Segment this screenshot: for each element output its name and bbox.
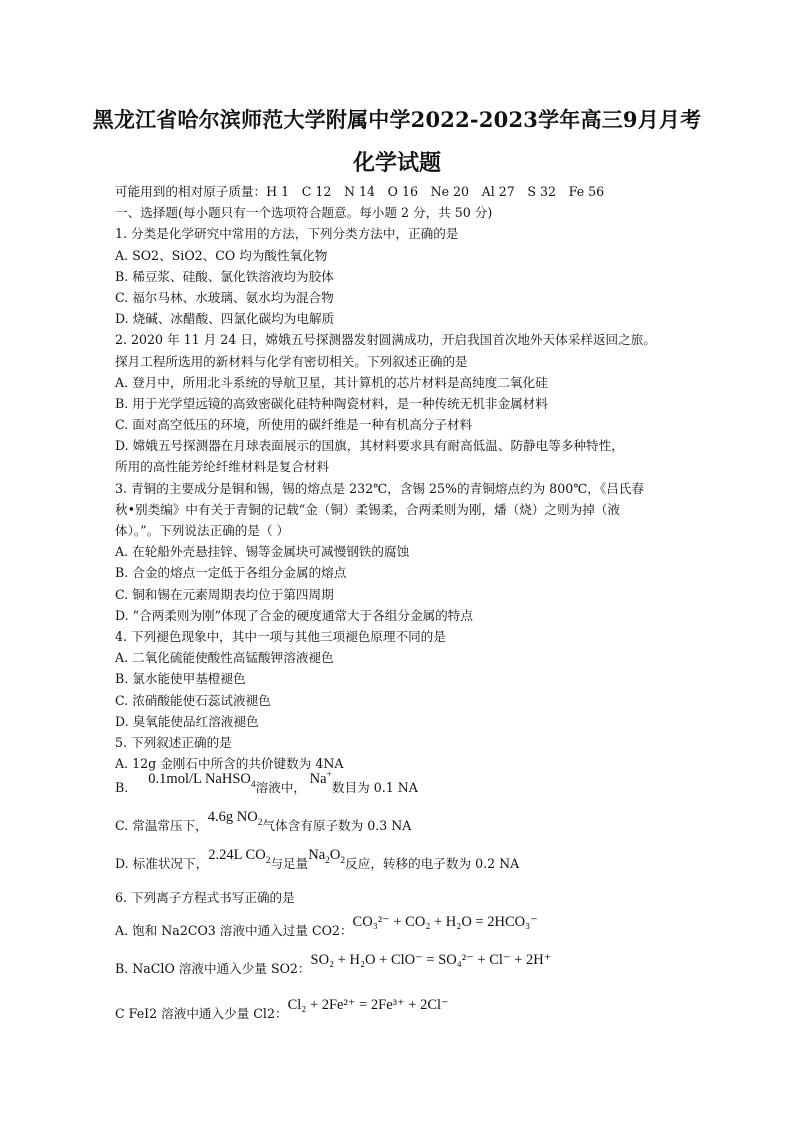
option-text: 与足量 (270, 856, 309, 871)
q5-option-d (115, 847, 520, 875)
formula: $Na_2O_2$ (308, 847, 346, 866)
option-text: A. 饱和 Na2CO3 溶液中通入过量 CO2： (115, 923, 353, 938)
q6-option-a (115, 914, 538, 940)
option-text: D. 标准状况下， (115, 856, 209, 871)
option-text: C FeI2 溶液中通入少量 Cl2： (115, 1006, 288, 1021)
text-line: C. 浓硝酸能使石蕊试液褪色 (115, 692, 271, 708)
text-line: 体）。”。下列说法正确的是（ ） (115, 523, 290, 538)
ionic-equation: SO₂ + H₂O + ClO⁻ = SO₄²⁻ + Cl⁻ + 2H⁺ (310, 952, 552, 968)
text-line: 3. 青铜的主要成分是铜和锡，锡的熔点是 232℃，含锡 25%的青铜熔点约为 800℃，《吕氏春 (115, 480, 644, 496)
formula: 0.1mol/L NaHSO$_4$ (148, 771, 256, 790)
ionic-equation: Cl₂ + 2Fe²⁺ = 2Fe³⁺ + 2Cl⁻ (287, 997, 449, 1013)
text-line: 一、选择题(每小题只有一个选项符合题意。每小题 2 分，共 50 分) (115, 205, 493, 221)
option-label: B. (115, 780, 129, 795)
text-line: 2. 2020 年 11 月 24 日，嫦娥五号探测器发射圆满成功，开启我国首次地外天体采样返回之旅。 (115, 332, 656, 348)
text-line: B. 氯水能使甲基橙褪色 (115, 671, 246, 687)
q6-option-b (115, 952, 552, 978)
text-line: 所用的高性能芳纶纤维材料是复合材料 (115, 459, 330, 475)
ionic-equation: CO₃²⁻ + CO₂ + H₂O = 2HCO₃⁻ (352, 914, 538, 930)
option-text: B. NaClO 溶液中通入少量 SO2： (115, 961, 311, 976)
text-line: D. “合两柔则为刚”体现了合金的硬度通常大于各组分金属的特点 (115, 607, 473, 623)
text-line: B. 用于光学望远镜的高致密碳化硅特种陶瓷材料，是一种传统无机非金属材料 (115, 395, 548, 411)
text-line: C. 福尔马林、水玻璃、氨水均为混合物 (115, 289, 334, 305)
formula: 2.24L $CO_2$ (208, 847, 271, 866)
option-text: 气体含有原子数为 0.3 NA (262, 818, 412, 833)
text-line: 探月工程所选用的新材料与化学有密切相关。下列叙述正确的是 (115, 353, 468, 369)
text-line: D. 嫦娥五号探测器在月球表面展示的国旗，其材料要求具有耐高低温、防静电等多种特性， (115, 438, 624, 454)
text-line: A. 二氧化硫能使酸性高锰酸钾溶液褪色 (115, 650, 334, 666)
text-line: C. 面对高空低压的环境，所使用的碳纤维是一种有机高分子材料 (115, 417, 473, 433)
text-line: 可能用到的相对原子质量：H 1 C 12 N 14 O 16 Ne 20 Al 27 S 32 Fe 56 (115, 184, 605, 199)
q5-option-b (115, 770, 418, 799)
text-line: 秋•别类编》中有关于青铜的记载“金（铜）柔锡柔，合两柔则为刚，燔（烧）之则为掉（液 (115, 501, 621, 517)
option-text: 溶液中， (255, 780, 306, 795)
question-text-block (115, 181, 695, 774)
exam-subtitle: 化学试题 (352, 150, 441, 176)
q5-option-c (115, 809, 412, 837)
text-line: B. 稀豆浆、硅酸、氯化铁溶液均为胶体 (115, 268, 334, 284)
text-line: B. 合金的熔点一定低于各组分金属的熔点 (115, 565, 347, 581)
q6-stem: 6. 下列离子方程式书写正确的是 (115, 890, 295, 905)
q6-option-c (115, 997, 449, 1023)
option-text: C. 常温常压下， (115, 818, 208, 833)
option-text: 反应，转移的电子数为 0.2 NA (345, 856, 520, 871)
formula: Na+ (309, 770, 332, 787)
text-line: A. 在轮船外壳悬挂锌、锡等金属块可减慢钢铁的腐蚀 (115, 544, 410, 560)
formula: 4.6g $NO_2$ (207, 809, 263, 828)
text-line: 5. 下列叙述正确的是 (115, 734, 232, 750)
text-line: 1. 分类是化学研究中常用的方法，下列分类方法中，正确的是 (115, 226, 459, 242)
text-line: 4. 下列褪色现象中，其中一项与其他三项褪色原理不同的是 (115, 628, 446, 644)
text-line: D. 臭氧能使品红溶液褪色 (115, 713, 259, 729)
text-line: C. 铜和锡在元素周期表均位于第四周期 (115, 586, 334, 602)
text-line: D. 烧碱、冰醋酸、四氯化碳均为电解质 (115, 311, 335, 327)
option-text: 数目为 0.1 NA (331, 780, 418, 795)
text-line: A. 12g 金刚石中所含的共价键数为 4NA (115, 756, 344, 772)
exam-title: 黑龙江省哈尔滨师范大学附属中学2022-2023学年高三9月月考 (92, 107, 702, 132)
text-line: A. SO2、SiO2、CO 均为酸性氧化物 (115, 247, 328, 263)
text-line: A. 登月中，所用北斗系统的导航卫星，其计算机的芯片材料是高纯度二氧化硅 (115, 374, 548, 390)
